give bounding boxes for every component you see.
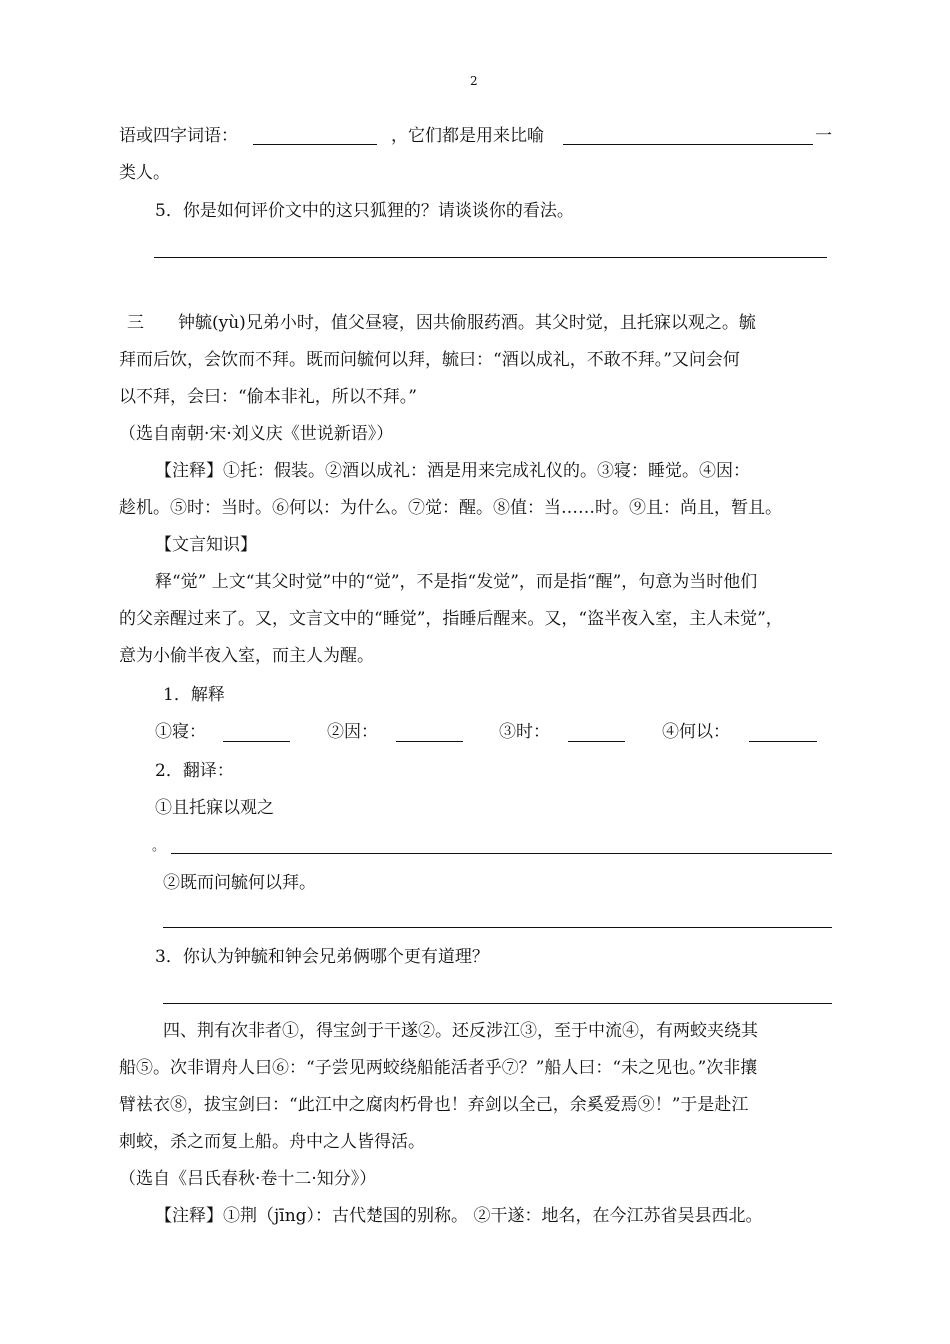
q5-answer-line[interactable] xyxy=(154,257,827,258)
q2-answer-line-1[interactable] xyxy=(171,853,832,854)
q3-question: 3．你认为钟毓和钟会兄弟俩哪个更有道理？ xyxy=(155,947,489,967)
q4-answer-blank-2[interactable] xyxy=(563,144,813,145)
part3-source: （选自南朝·宋·刘义庆《世说新语》） xyxy=(119,424,394,444)
q4-answer-blank-1[interactable] xyxy=(253,144,377,145)
q5-question: 5．你是如何评价文中的这只狐狸的？请谈谈你的看法。 xyxy=(155,201,574,221)
q1-item-label: ③时： xyxy=(499,722,550,742)
knowledge-line2: 的父亲醒过来了。又，文言文中的“睡觉”，指睡后醒来。又，“盗半夜入室，主人未觉”， xyxy=(119,609,783,629)
part3-notes-line1: 【注释】①托：假装。②酒以成礼：酒是用来完成礼仪的。③寝：睡觉。④因： xyxy=(155,461,750,481)
q2-dot: 。 xyxy=(152,839,166,854)
q2-title: 2．翻译： xyxy=(155,761,234,781)
q1-item-label: ④何以： xyxy=(662,722,730,742)
q3-answer-line[interactable] xyxy=(163,1003,832,1004)
q4-line1-text-c: 一 xyxy=(815,126,832,146)
q1-item-shi xyxy=(499,721,550,743)
part3-passage-line3: 以不拜，会曰：“偷本非礼，所以不拜。” xyxy=(119,387,417,407)
part3-passage-line1: 三 钟毓(yù)兄弟小时，值父昼寝，因共偷服药酒。其父时觉，且托寐以观之。毓 xyxy=(127,313,756,333)
knowledge-line1: 释“觉” 上文“其父时觉”中的“觉”，不是指“发觉”，而是指“醒”，句意为当时他们 xyxy=(155,572,758,592)
q1-blank-qin[interactable] xyxy=(223,741,290,742)
q4-line1-text-b: ，它们都是用来比喻 xyxy=(391,126,544,146)
q1-item-heyi xyxy=(662,721,730,743)
q1-item-label: ①寝： xyxy=(155,722,206,742)
part4-source: （选自《吕氏春秋·卷十二·知分》） xyxy=(119,1169,377,1189)
q1-item-qin xyxy=(155,721,206,743)
q1-item-label: ②因： xyxy=(327,722,378,742)
part4-passage-line4: 刺蛟，杀之而复上船。舟中之人皆得活。 xyxy=(119,1132,425,1152)
knowledge-line3: 意为小偷半夜入室，而主人为醒。 xyxy=(119,646,374,666)
part4-notes-line1: 【注释】①荆（jīng）：古代楚国的别称。 ②干遂：地名，在今江苏省吴县西北。 xyxy=(155,1206,763,1226)
q2-item1: ①且托寐以观之 xyxy=(155,798,274,818)
q2-item2: ②既而问毓何以拜。 xyxy=(163,873,316,893)
q1-blank-shi[interactable] xyxy=(568,741,625,742)
page-number: 2 xyxy=(470,74,478,88)
part3-notes-line2: 趁机。⑤时：当时。⑥何以：为什么。⑦觉：醒。⑧值：当……时。⑨且：尚且，暂且。 xyxy=(119,498,782,518)
q1-item-yin xyxy=(327,721,378,743)
part3-passage-line2: 拜而后饮，会饮而不拜。既而问毓何以拜，毓曰：“酒以成礼，不敢不拜。”又问会何 xyxy=(119,350,740,370)
q1-blank-heyi[interactable] xyxy=(749,741,817,742)
part4-passage-line3: 臂袪衣⑧，拔宝剑曰：“此江中之腐肉朽骨也！弃剑以全己，余奚爱焉⑨！”于是赴江 xyxy=(119,1095,749,1115)
part4-passage-line1: 四、荆有次非者①，得宝剑于干遂②。还反涉江③，至于中流④，有两蛟夹绕其 xyxy=(163,1021,758,1041)
q1-blank-yin[interactable] xyxy=(396,741,463,742)
part4-passage-line2: 船⑤。次非谓舟人曰⑥：“子尝见两蛟绕船能活者乎⑦？”船人曰：“未之见也。”次非攘 xyxy=(119,1058,758,1078)
q4-line2-text: 类人。 xyxy=(119,163,170,183)
q1-title: 1．解释 xyxy=(163,685,225,705)
knowledge-title: 【文言知识】 xyxy=(155,535,257,555)
q2-answer-line-2[interactable] xyxy=(163,927,832,928)
q4-line1-text-a: 语或四字词语： xyxy=(119,126,238,146)
